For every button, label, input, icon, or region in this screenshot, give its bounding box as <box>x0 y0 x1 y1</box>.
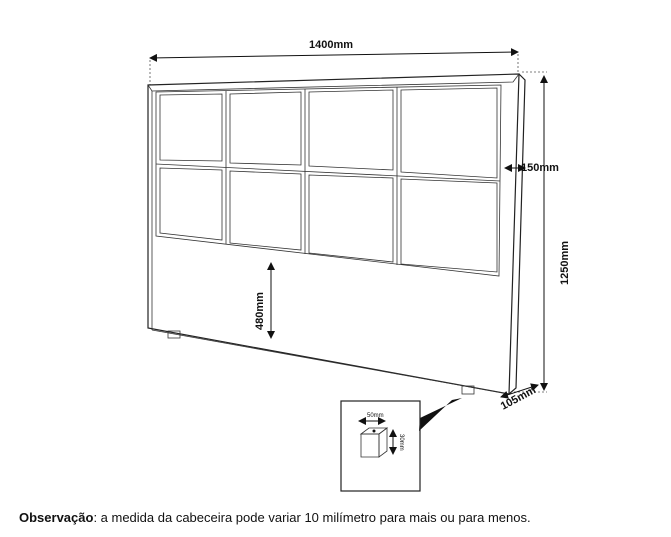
foot-height-label: 30mm <box>398 434 404 451</box>
footer-label: Observação <box>19 510 94 525</box>
width-label: 1400mm <box>309 39 354 51</box>
headboard-body <box>148 74 525 394</box>
height-label: 1250mm <box>559 240 571 285</box>
footer-note <box>19 510 531 525</box>
panel-height-label: 150mm <box>521 162 559 174</box>
panel-thickness-dimension <box>505 162 559 174</box>
foot-detail <box>341 401 420 491</box>
footer-text: : a medida da cabeceira pode variar 10 milímetro para mais ou para menos. <box>93 510 531 525</box>
depth-dimension <box>499 384 538 412</box>
width-dimension <box>150 39 518 85</box>
depth-label: 105mm <box>498 384 538 413</box>
height-dimension <box>514 72 571 392</box>
foot-width-label: 50mm <box>367 413 384 419</box>
base-height-label: 480mm <box>254 292 266 330</box>
base-height-dimension <box>254 263 271 338</box>
detail-callout <box>419 398 462 431</box>
